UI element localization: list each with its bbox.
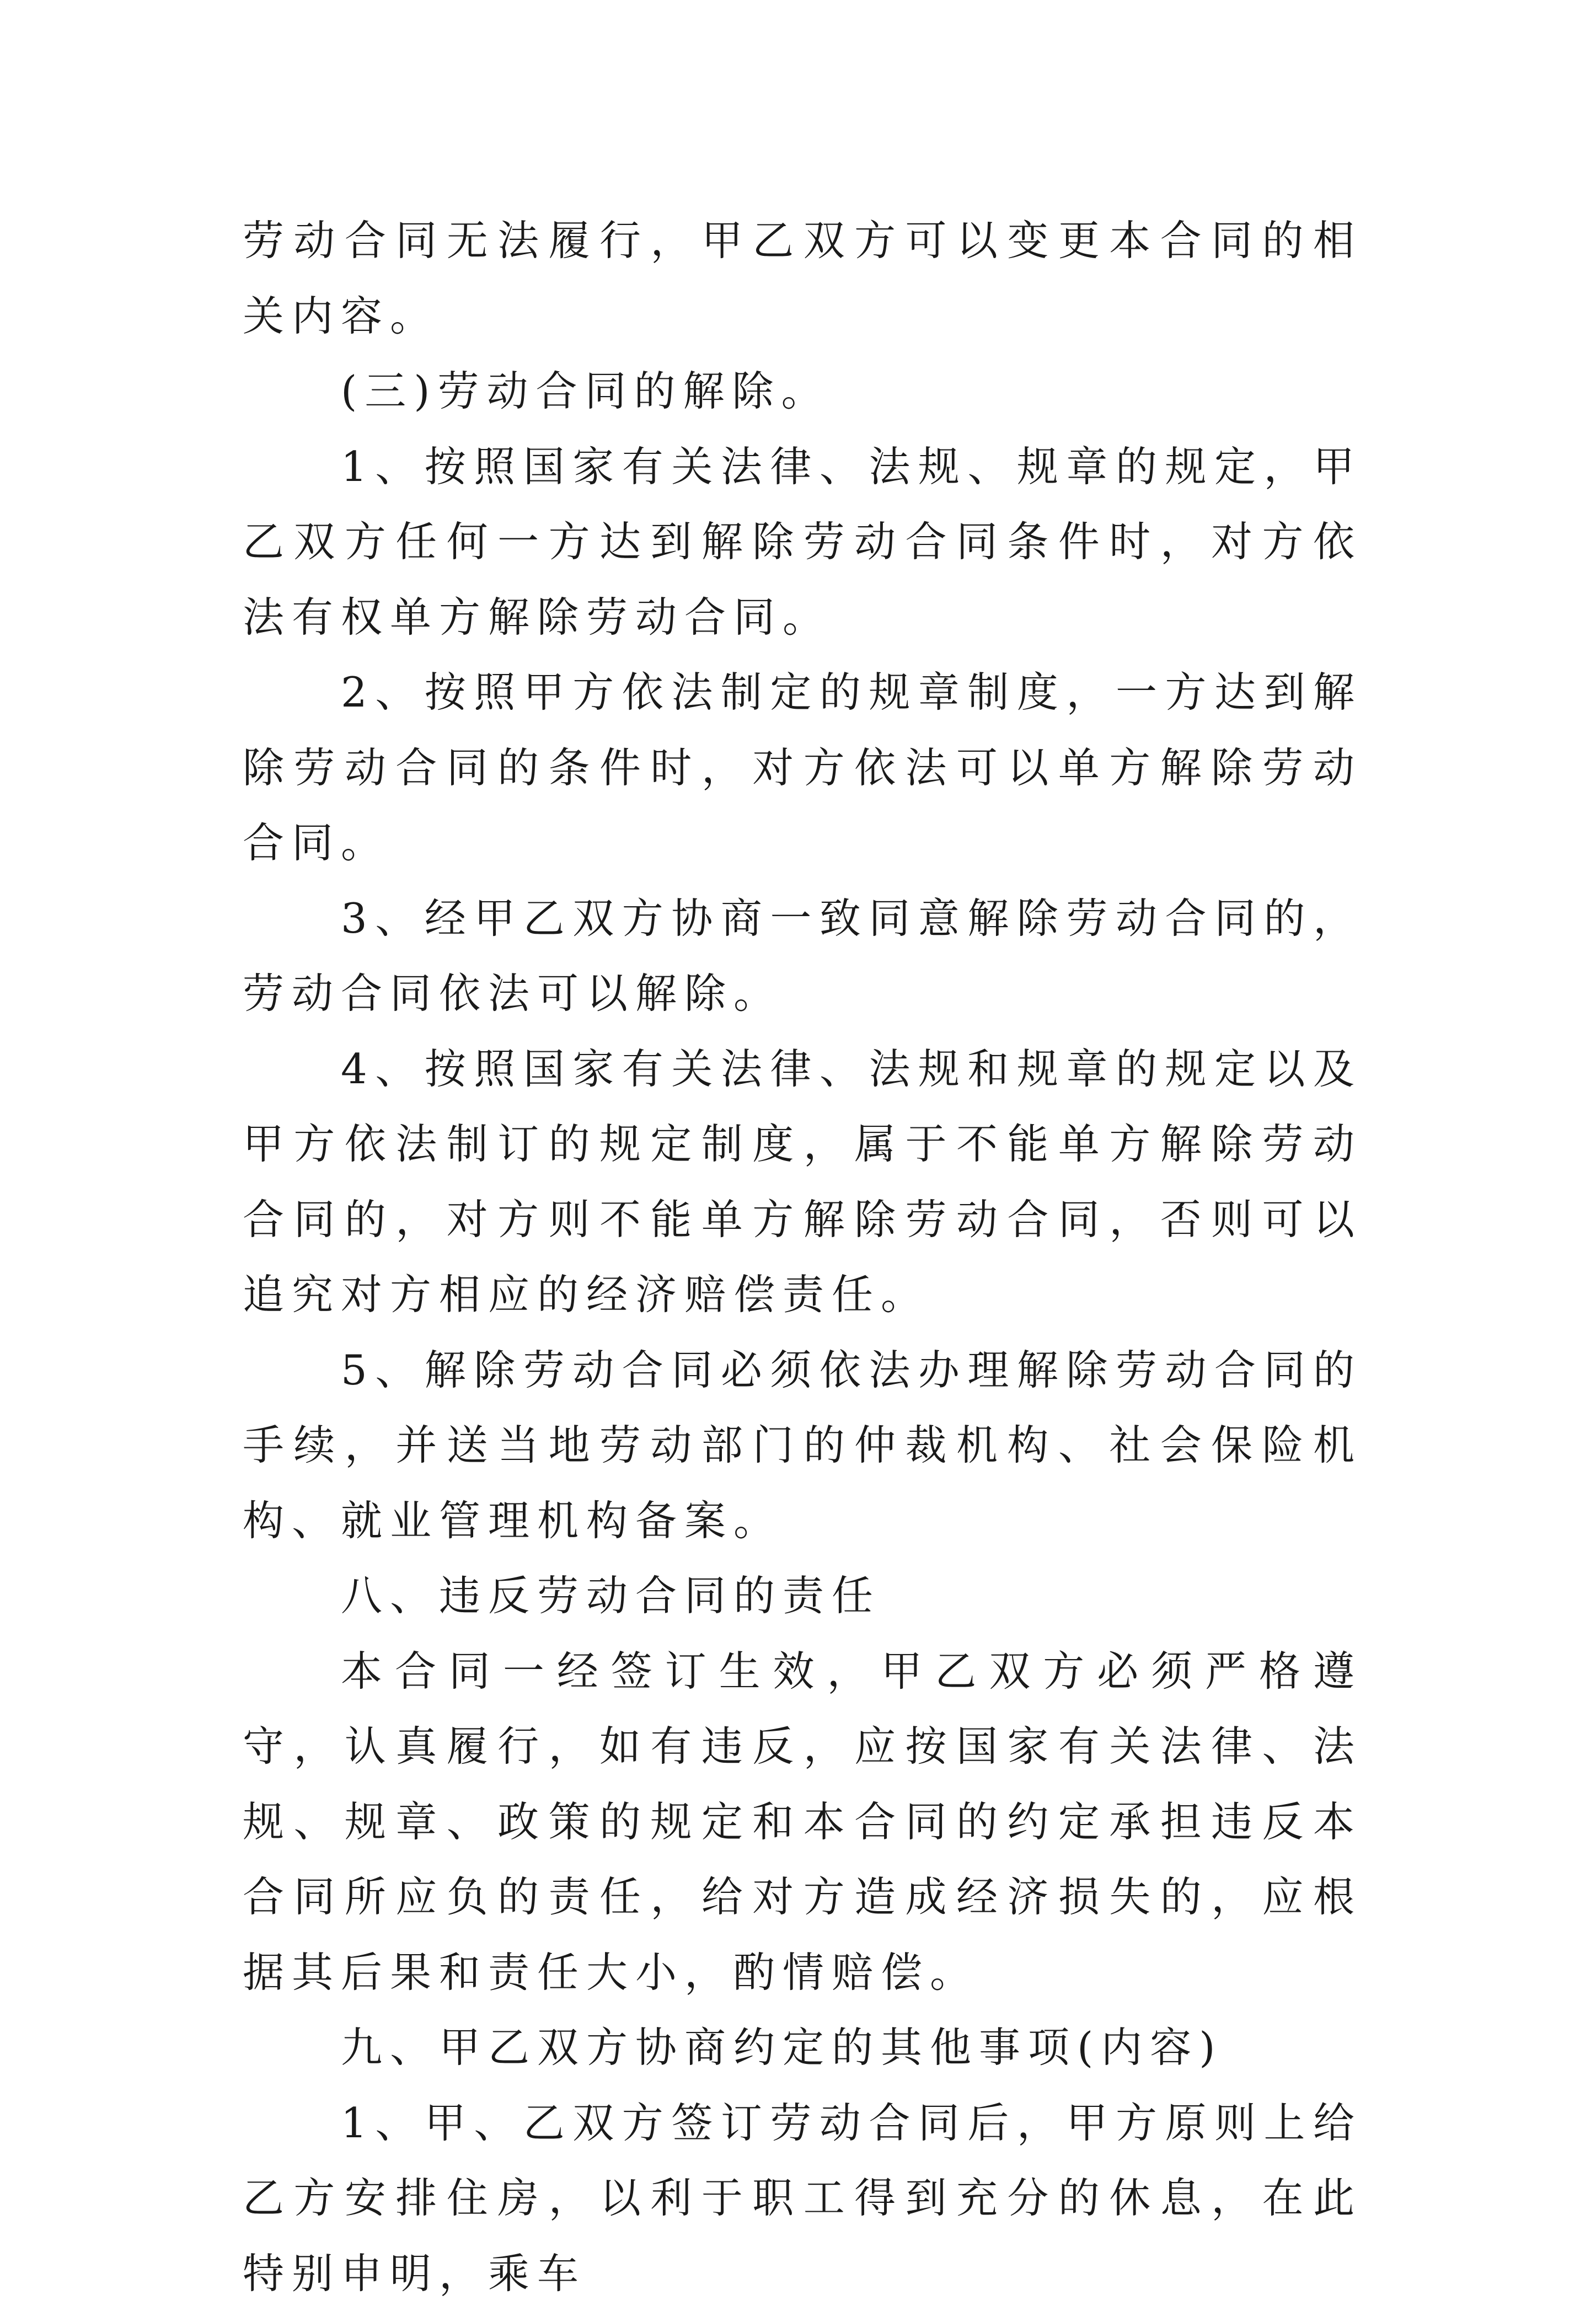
section-heading-other-matters: 九、甲乙双方协商约定的其他事项(内容) bbox=[243, 2010, 1362, 2085]
section-heading-breach-liability: 八、违反劳动合同的责任 bbox=[243, 1558, 1362, 1634]
clause-3: 3、经甲乙双方协商一致同意解除劳动合同的，劳动合同依法可以解除。 bbox=[243, 881, 1362, 1031]
clause-1: 1、按照国家有关法律、法规、规章的规定，甲乙双方任何一方达到解除劳动合同条件时，对方依法有权单方解除劳动合同。 bbox=[243, 429, 1362, 655]
paragraph-continuation: 劳动合同无法履行，甲乙双方可以变更本合同的相关内容。 bbox=[243, 203, 1362, 354]
clause-2: 2、按照甲方依法制定的规章制度，一方达到解除劳动合同的条件时，对方依法可以单方解除劳动合同。 bbox=[243, 655, 1362, 881]
section-heading-termination: (三)劳动合同的解除。 bbox=[243, 354, 1362, 429]
clause-5: 5、解除劳动合同必须依法办理解除劳动合同的手续，并送当地劳动部门的仲裁机构、社会保险机构、就业管理机构备案。 bbox=[243, 1333, 1362, 1559]
other-matters-clause-1: 1、甲、乙双方签订劳动合同后，甲方原则上给乙方安排住房，以利于职工得到充分的休息，在此特别申明，乘车 bbox=[243, 2085, 1362, 2311]
breach-liability-paragraph: 本合同一经签订生效，甲乙双方必须严格遵守，认真履行，如有违反，应按国家有关法律、法规、规章、政策的规定和本合同的约定承担违反本合同所应负的责任，给对方造成经济损失的，应根据其后果和责任大小，酌情赔偿。 bbox=[243, 1634, 1362, 2010]
document-body bbox=[243, 203, 1362, 2311]
clause-4: 4、按照国家有关法律、法规和规章的规定以及甲方依法制订的规定制度，属于不能单方解除劳动合同的，对方则不能单方解除劳动合同，否则可以追究对方相应的经济赔偿责任。 bbox=[243, 1031, 1362, 1333]
